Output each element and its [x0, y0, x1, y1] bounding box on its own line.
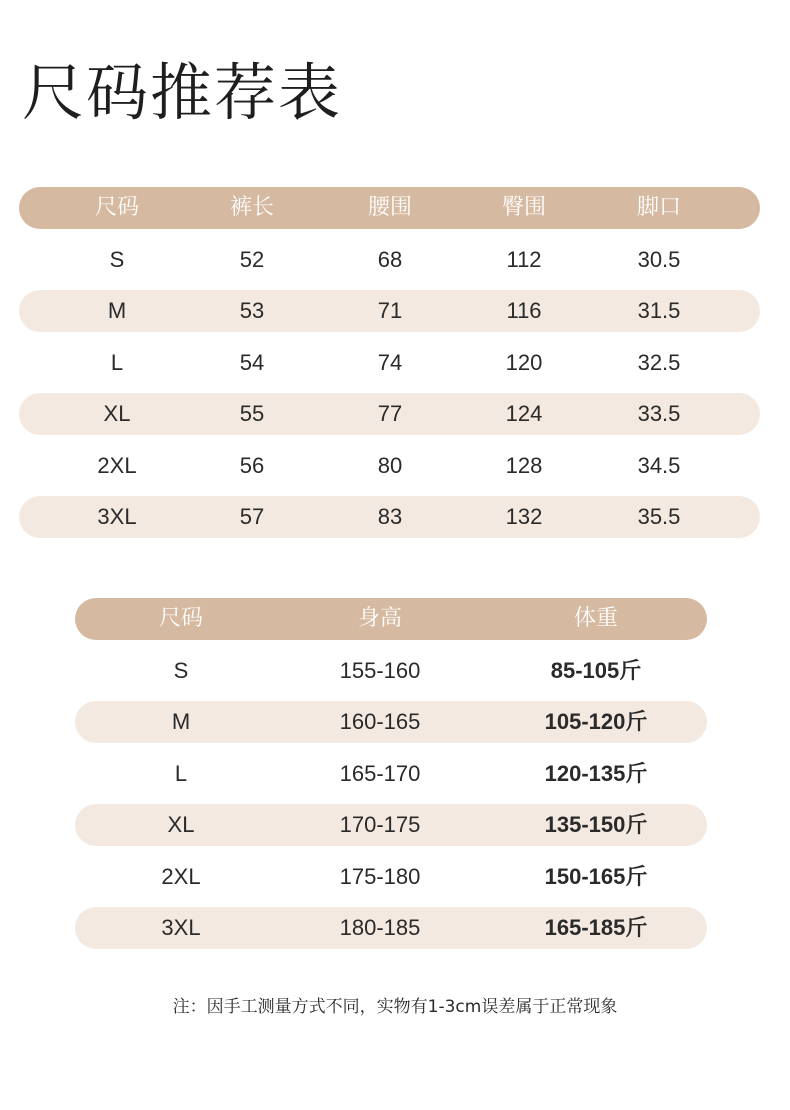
- measurement-note: 注：因手工测量方式不同，实物有1-3cm误差属于正常现象: [172, 997, 618, 1017]
- header-leg-opening: 脚口: [636, 195, 682, 220]
- size-cell: M: [107, 298, 127, 323]
- pants-length-cell: 55: [239, 401, 265, 426]
- table-row: [19, 290, 760, 332]
- pants-length-cell: 57: [239, 504, 265, 529]
- table-row: [75, 804, 707, 846]
- recommendation-table: [75, 598, 707, 950]
- header-size: 尺码: [158, 606, 204, 631]
- leg-opening-cell: 32.5: [637, 350, 681, 375]
- table-row: [19, 342, 760, 384]
- table-row: [75, 701, 707, 743]
- table-header-row: [75, 598, 707, 640]
- header-pants-length: 裤长: [229, 195, 275, 220]
- weight-cell: 120-135斤: [544, 761, 648, 786]
- size-cell: S: [109, 247, 125, 272]
- height-cell: 180-185: [339, 915, 421, 940]
- pants-length-cell: 56: [239, 453, 265, 478]
- leg-opening-cell: 33.5: [637, 401, 681, 426]
- table-row: [75, 650, 707, 692]
- table-row: [75, 856, 707, 898]
- height-cell: 175-180: [339, 864, 421, 889]
- hip-cell: 120: [505, 350, 543, 375]
- size-cell: M: [171, 709, 191, 734]
- height-cell: 160-165: [339, 709, 421, 734]
- table-row: [19, 445, 760, 487]
- height-cell: 170-175: [339, 812, 421, 837]
- size-cell: 3XL: [161, 915, 201, 940]
- header-hip: 臀围: [501, 195, 547, 220]
- size-cell: 3XL: [97, 504, 137, 529]
- table-header-row: [19, 187, 760, 229]
- pants-length-cell: 54: [239, 350, 265, 375]
- size-cell: L: [174, 761, 188, 786]
- weight-cell: 135-150斤: [544, 812, 648, 837]
- waist-cell: 80: [377, 453, 403, 478]
- header-waist: 腰围: [367, 195, 413, 220]
- hip-cell: 124: [505, 401, 543, 426]
- waist-cell: 68: [377, 247, 403, 272]
- header-weight: 体重: [573, 606, 619, 631]
- waist-cell: 74: [377, 350, 403, 375]
- table-row: [19, 496, 760, 538]
- size-cell: XL: [167, 812, 195, 837]
- table-row: [75, 753, 707, 795]
- waist-cell: 71: [377, 298, 403, 323]
- leg-opening-cell: 31.5: [637, 298, 681, 323]
- leg-opening-cell: 35.5: [637, 504, 681, 529]
- size-cell: 2XL: [161, 864, 201, 889]
- height-cell: 165-170: [339, 761, 421, 786]
- size-cell: 2XL: [97, 453, 137, 478]
- pants-length-cell: 53: [239, 298, 265, 323]
- table-row: [19, 239, 760, 281]
- size-cell: L: [110, 350, 124, 375]
- size-cell: XL: [103, 401, 131, 426]
- hip-cell: 132: [505, 504, 543, 529]
- measurement-table: [19, 187, 760, 539]
- weight-cell: 150-165斤: [544, 864, 648, 889]
- height-cell: 155-160: [339, 658, 421, 683]
- size-cell: S: [173, 658, 189, 683]
- table-row: [19, 393, 760, 435]
- leg-opening-cell: 34.5: [637, 453, 681, 478]
- hip-cell: 112: [506, 247, 542, 272]
- waist-cell: 83: [377, 504, 403, 529]
- weight-cell: 105-120斤: [544, 709, 648, 734]
- hip-cell: 128: [505, 453, 543, 478]
- header-size: 尺码: [94, 195, 140, 220]
- table-row: [75, 907, 707, 949]
- header-height: 身高: [357, 606, 403, 631]
- leg-opening-cell: 30.5: [637, 247, 681, 272]
- page-title: 尺码推荐表: [22, 56, 343, 129]
- hip-cell: 116: [506, 298, 542, 323]
- weight-cell: 85-105斤: [550, 658, 642, 683]
- weight-cell: 165-185斤: [544, 915, 648, 940]
- pants-length-cell: 52: [239, 247, 265, 272]
- waist-cell: 77: [377, 401, 403, 426]
